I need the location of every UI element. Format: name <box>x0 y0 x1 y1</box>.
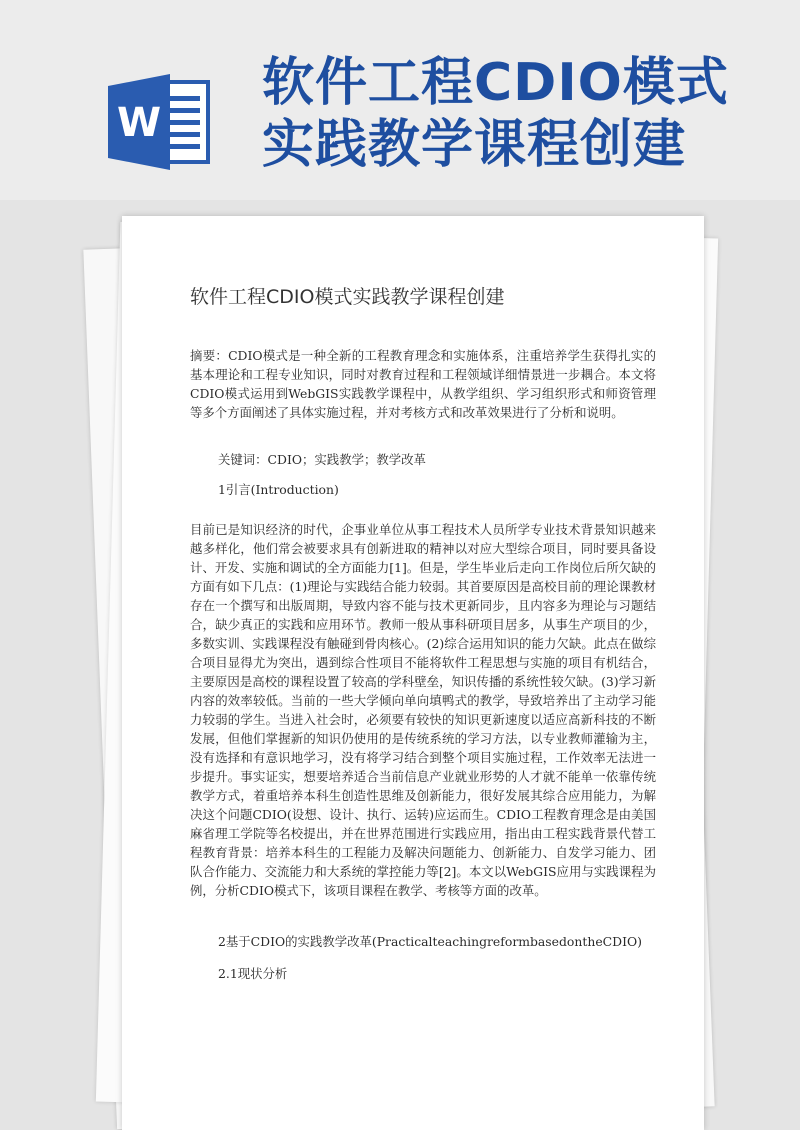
document-page <box>122 216 704 1130</box>
top-banner <box>0 0 800 200</box>
word-document-icon <box>106 72 218 172</box>
banner-title <box>262 52 782 176</box>
keywords-line: 关键词：CDIO；实践教学；教学改革 <box>218 452 426 467</box>
banner-title-line2: 实践教学课程创建 <box>262 115 687 175</box>
section-2-heading: 2基于CDIO的实践教学改革(PracticalteachingreformbasedontheCDIO) <box>218 934 642 949</box>
abstract-paragraph: 摘要：CDIO模式是一种全新的工程教育理念和实施体系，注重培养学生获得扎实的基本理论和工程专业知识，同时对教育过程和工程领域详细情景进一步耦合。本文将CDIO模式运用到WebGIS实践教学课程中，从教学组织、学习组织形式和师资管理等多个方面阐述了具体实施过程，并对考核方式和改革效果进行了分析和说明。 <box>190 348 656 420</box>
section-1-body: 目前已是知识经济的时代，企事业单位从事工程技术人员所学专业技术背景知识越来越多样化，他们常会被要求具有创新进取的精神以对应大型综合项目，同时要具备设计、开发、实施和调试的全方面能力[1]。但是，学生毕业后走向工作岗位后所欠缺的方面有如下几点：(1)理论与实践结合能力较弱。其首要原因是高校目前的理论课教材存在一个撰写和出版周期，导致内容不能与技术更新同步，且内容多为理论与习题结合，缺少真正的实践和应用环节。教师一般从事科研项目居多，从事生产项目的少，多数实训、实践课程没有触碰到骨肉核心。(2)综合运用知识的能力欠缺。此点在做综合项目显得尤为突出，遇到综合性项目不能将软件工程思想与实施的项目有机结合，主要原因是高校的课程设置了较高的学科壁垒，知识传播的系统性较欠缺。(3)学习新内容的效率较低。当前的一些大学倾向单向填鸭式的教学，导致培养出了主动学习能力较弱的学生。当进入社会时，必须要有较快的知识更新速度以适应高新科技的不断发展，但他们掌握新的知识仍使用的是传统系统的学习方法，以专业教师灌输为主，没有选择和有意识地学习，没有将学习结合到整个项目实施过程，工作效率无法进一步提升。事实证实，想要培养适合当前信息产业就业形势的人才就不能单一依靠传统教学方式，着重培养本科生创造性思维及创新能力，很好发展其综合应用能力，为解决这个问题CDIO(设想、设计、执行、运转)应运而生。CDIO工程教育理念是由美国麻省理工学院等名校提出，并在世界范围进行实践应用，指出由工程实践背景代替工程教育背景：培养本科生的工程能力及解决问题能力、创新能力、自发学习能力、团队合作能力、交流能力和大系统的掌控能力等[2]。本文以WebGIS应用与实践课程为例，分析CDIO模式下，该项目课程在教学、考核等方面的改革。 <box>190 522 656 898</box>
section-2-1-heading: 2.1现状分析 <box>218 966 288 981</box>
banner-title-line1: 软件工程CDIO模式 <box>262 53 729 113</box>
section-1-heading: 1引言(Introduction) <box>218 482 339 497</box>
document-title: 软件工程CDIO模式实践教学课程创建 <box>190 286 505 308</box>
word-icon-letter: W <box>116 100 162 146</box>
